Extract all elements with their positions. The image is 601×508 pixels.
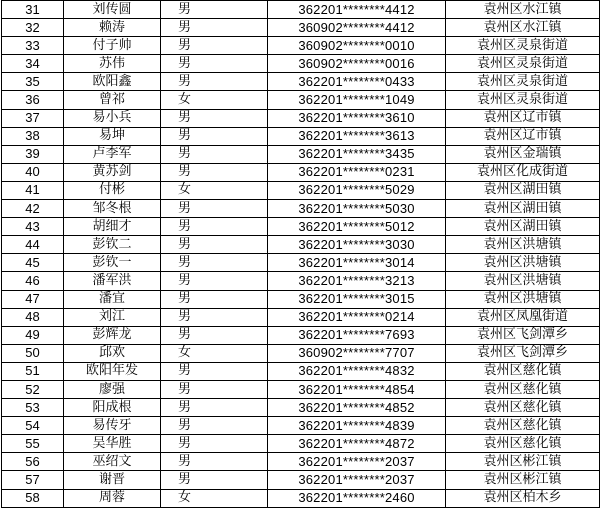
id-number-cell: 362201********3610: [268, 109, 446, 127]
address-cell: 袁州区灵泉街道: [446, 91, 600, 109]
id-number-cell: 362201********0433: [268, 73, 446, 91]
gender-cell: 男: [161, 73, 268, 91]
row-number-cell: 42: [2, 200, 64, 218]
name-cell: 易小兵: [64, 109, 161, 127]
row-number-cell: 38: [2, 127, 64, 145]
address-cell: 袁州区洪塘镇: [446, 272, 600, 290]
gender-cell: 女: [161, 181, 268, 199]
row-number-cell: 45: [2, 254, 64, 272]
id-number-cell: 362201********3435: [268, 145, 446, 163]
address-cell: 袁州区灵泉街道: [446, 73, 600, 91]
table-row: [2, 272, 600, 290]
table-row: [2, 380, 600, 398]
table-row: [2, 127, 600, 145]
gender-cell: 男: [161, 326, 268, 344]
gender-cell: 男: [161, 308, 268, 326]
name-cell: 易坤: [64, 127, 161, 145]
gender-cell: 男: [161, 163, 268, 181]
name-cell: 曾祁: [64, 91, 161, 109]
id-number-cell: 360902********0016: [268, 55, 446, 73]
row-number-cell: 32: [2, 19, 64, 37]
name-cell: 邱欢: [64, 344, 161, 362]
name-cell: 潘宜: [64, 290, 161, 308]
id-number-cell: 362201********3213: [268, 272, 446, 290]
table-row: [2, 344, 600, 362]
address-cell: 袁州区洪塘镇: [446, 236, 600, 254]
address-cell: 袁州区辽市镇: [446, 127, 600, 145]
row-number-cell: 58: [2, 489, 64, 507]
address-cell: 袁州区洪塘镇: [446, 254, 600, 272]
id-number-cell: 362201********4832: [268, 362, 446, 380]
gender-cell: 男: [161, 272, 268, 290]
name-cell: 赖涛: [64, 19, 161, 37]
name-cell: 刘传圆: [64, 1, 161, 19]
address-cell: 袁州区灵泉街道: [446, 37, 600, 55]
name-cell: 欧阳年发: [64, 362, 161, 380]
address-cell: 袁州区彬江镇: [446, 471, 600, 489]
table-row: [2, 326, 600, 344]
row-number-cell: 54: [2, 417, 64, 435]
gender-cell: 男: [161, 236, 268, 254]
table-row: [2, 236, 600, 254]
address-cell: 袁州区金瑞镇: [446, 145, 600, 163]
address-cell: 袁州区慈化镇: [446, 399, 600, 417]
name-cell: 胡细才: [64, 218, 161, 236]
address-cell: 袁州区凤凰街道: [446, 308, 600, 326]
row-number-cell: 39: [2, 145, 64, 163]
id-number-cell: 362201********3613: [268, 127, 446, 145]
gender-cell: 男: [161, 417, 268, 435]
address-cell: 袁州区慈化镇: [446, 362, 600, 380]
id-number-cell: 362201********4852: [268, 399, 446, 417]
table-row: [2, 453, 600, 471]
address-cell: 袁州区水江镇: [446, 1, 600, 19]
gender-cell: 女: [161, 91, 268, 109]
table-row: [2, 471, 600, 489]
id-number-cell: 360902********7707: [268, 344, 446, 362]
name-cell: 付子帅: [64, 37, 161, 55]
id-number-cell: 362201********2037: [268, 453, 446, 471]
address-cell: 袁州区慈化镇: [446, 380, 600, 398]
row-number-cell: 53: [2, 399, 64, 417]
address-cell: 袁州区辽市镇: [446, 109, 600, 127]
table-row: [2, 254, 600, 272]
gender-cell: 女: [161, 344, 268, 362]
id-number-cell: 362201********4854: [268, 380, 446, 398]
table-row: [2, 19, 600, 37]
name-cell: 吴华胜: [64, 435, 161, 453]
address-cell: 袁州区飞剑潭乡: [446, 344, 600, 362]
name-cell: 易传牙: [64, 417, 161, 435]
table-row: [2, 489, 600, 507]
gender-cell: 男: [161, 380, 268, 398]
gender-cell: 女: [161, 489, 268, 507]
id-number-cell: 362201********5029: [268, 181, 446, 199]
gender-cell: 男: [161, 453, 268, 471]
id-number-cell: 362201********2460: [268, 489, 446, 507]
name-cell: 彭钦一: [64, 254, 161, 272]
table-row: [2, 362, 600, 380]
row-number-cell: 31: [2, 1, 64, 19]
address-cell: 袁州区水江镇: [446, 19, 600, 37]
table-row: [2, 37, 600, 55]
row-number-cell: 56: [2, 453, 64, 471]
id-number-cell: 362201********2037: [268, 471, 446, 489]
table-row: [2, 417, 600, 435]
gender-cell: 男: [161, 1, 268, 19]
row-number-cell: 43: [2, 218, 64, 236]
name-cell: 刘江: [64, 308, 161, 326]
address-cell: 袁州区湖田镇: [446, 200, 600, 218]
id-number-cell: 362201********4412: [268, 1, 446, 19]
row-number-cell: 36: [2, 91, 64, 109]
table-row: [2, 435, 600, 453]
address-cell: 袁州区化成街道: [446, 163, 600, 181]
address-cell: 袁州区湖田镇: [446, 181, 600, 199]
gender-cell: 男: [161, 362, 268, 380]
gender-cell: 男: [161, 218, 268, 236]
id-number-cell: 360902********0010: [268, 37, 446, 55]
name-cell: 廖强: [64, 380, 161, 398]
table-row: [2, 218, 600, 236]
name-cell: 苏伟: [64, 55, 161, 73]
id-number-cell: 362201********3014: [268, 254, 446, 272]
address-cell: 袁州区慈化镇: [446, 417, 600, 435]
row-number-cell: 33: [2, 37, 64, 55]
gender-cell: 男: [161, 55, 268, 73]
gender-cell: 男: [161, 145, 268, 163]
row-number-cell: 50: [2, 344, 64, 362]
address-cell: 袁州区彬江镇: [446, 453, 600, 471]
table-row: [2, 163, 600, 181]
row-number-cell: 44: [2, 236, 64, 254]
name-cell: 彭钦二: [64, 236, 161, 254]
id-number-cell: 362201********7693: [268, 326, 446, 344]
address-cell: 袁州区慈化镇: [446, 435, 600, 453]
row-number-cell: 57: [2, 471, 64, 489]
row-number-cell: 52: [2, 380, 64, 398]
id-number-cell: 362201********0214: [268, 308, 446, 326]
table-row: [2, 181, 600, 199]
id-number-cell: 362201********4839: [268, 417, 446, 435]
name-cell: 周蓉: [64, 489, 161, 507]
name-cell: 巫绍文: [64, 453, 161, 471]
table-row: [2, 290, 600, 308]
row-number-cell: 41: [2, 181, 64, 199]
table-row: [2, 73, 600, 91]
id-number-cell: 362201********4872: [268, 435, 446, 453]
gender-cell: 男: [161, 399, 268, 417]
name-cell: 彭辉龙: [64, 326, 161, 344]
gender-cell: 男: [161, 19, 268, 37]
table-row: [2, 91, 600, 109]
gender-cell: 男: [161, 200, 268, 218]
table-row: [2, 145, 600, 163]
name-cell: 欧阳鑫: [64, 73, 161, 91]
roster-table-body: [2, 1, 600, 508]
id-number-cell: 362201********3030: [268, 236, 446, 254]
name-cell: 付彬: [64, 181, 161, 199]
table-row: [2, 1, 600, 19]
gender-cell: 男: [161, 109, 268, 127]
address-cell: 袁州区灵泉街道: [446, 55, 600, 73]
name-cell: 卢李军: [64, 145, 161, 163]
row-number-cell: 47: [2, 290, 64, 308]
gender-cell: 男: [161, 435, 268, 453]
row-number-cell: 55: [2, 435, 64, 453]
address-cell: 袁州区柏木乡: [446, 489, 600, 507]
row-number-cell: 51: [2, 362, 64, 380]
address-cell: 袁州区飞剑潭乡: [446, 326, 600, 344]
address-cell: 袁州区洪塘镇: [446, 290, 600, 308]
table-row: [2, 55, 600, 73]
id-number-cell: 362201********1049: [268, 91, 446, 109]
row-number-cell: 48: [2, 308, 64, 326]
row-number-cell: 34: [2, 55, 64, 73]
row-number-cell: 35: [2, 73, 64, 91]
id-number-cell: 362201********5030: [268, 200, 446, 218]
address-cell: 袁州区湖田镇: [446, 218, 600, 236]
row-number-cell: 37: [2, 109, 64, 127]
id-number-cell: 362201********0231: [268, 163, 446, 181]
gender-cell: 男: [161, 254, 268, 272]
table-row: [2, 200, 600, 218]
name-cell: 潘军洪: [64, 272, 161, 290]
row-number-cell: 49: [2, 326, 64, 344]
table-row: [2, 399, 600, 417]
name-cell: 黄苏剑: [64, 163, 161, 181]
table-row: [2, 308, 600, 326]
name-cell: 邹冬根: [64, 200, 161, 218]
gender-cell: 男: [161, 471, 268, 489]
name-cell: 谢晋: [64, 471, 161, 489]
table-row: [2, 109, 600, 127]
id-number-cell: 360902********4412: [268, 19, 446, 37]
roster-table: [1, 0, 600, 508]
id-number-cell: 362201********5012: [268, 218, 446, 236]
gender-cell: 男: [161, 290, 268, 308]
row-number-cell: 40: [2, 163, 64, 181]
name-cell: 阳成根: [64, 399, 161, 417]
gender-cell: 男: [161, 37, 268, 55]
row-number-cell: 46: [2, 272, 64, 290]
id-number-cell: 362201********3015: [268, 290, 446, 308]
gender-cell: 男: [161, 127, 268, 145]
